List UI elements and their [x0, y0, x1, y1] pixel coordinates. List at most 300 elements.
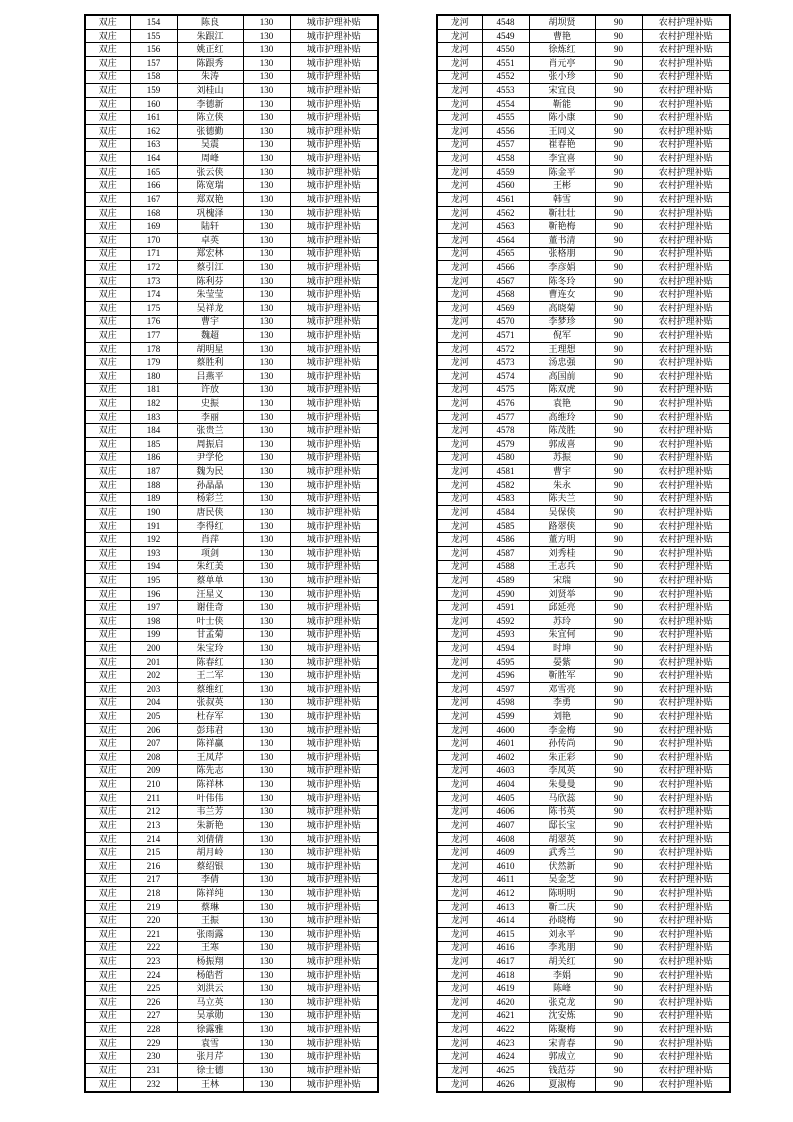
cell-town: 双庄 [85, 805, 130, 819]
cell-serial-number: 208 [130, 751, 177, 765]
table-row [85, 928, 378, 942]
cell-serial-number: 4561 [482, 193, 529, 207]
cell-subsidy-type: 城市护理补贴 [290, 274, 378, 288]
cell-amount: 90 [595, 669, 642, 683]
cell-amount: 90 [595, 1077, 642, 1092]
cell-serial-number: 4614 [482, 914, 529, 928]
cell-amount: 130 [243, 70, 290, 84]
cell-person-name: 王寒 [177, 941, 243, 955]
cell-amount: 90 [595, 220, 642, 234]
cell-town: 双庄 [85, 982, 130, 996]
cell-subsidy-type: 农村护理补贴 [642, 410, 730, 424]
cell-subsidy-type: 农村护理补贴 [642, 601, 730, 615]
table-row [85, 914, 378, 928]
cell-serial-number: 4570 [482, 315, 529, 329]
cell-person-name: 邸长宝 [529, 819, 595, 833]
cell-person-name: 陈春红 [177, 655, 243, 669]
cell-person-name: 郑双艳 [177, 193, 243, 207]
table-row [437, 873, 730, 887]
table-row [437, 587, 730, 601]
cell-amount: 90 [595, 887, 642, 901]
cell-person-name: 曹宇 [177, 315, 243, 329]
cell-serial-number: 4622 [482, 1023, 529, 1037]
table-row [437, 152, 730, 166]
cell-person-name: 张德勤 [177, 125, 243, 139]
cell-town: 龙河 [437, 873, 482, 887]
cell-person-name: 郑宏林 [177, 247, 243, 261]
table-row [85, 152, 378, 166]
table-row [85, 778, 378, 792]
table-row [437, 301, 730, 315]
cell-town: 龙河 [437, 301, 482, 315]
cell-subsidy-type: 城市护理补贴 [290, 43, 378, 57]
cell-person-name: 李金梅 [529, 723, 595, 737]
table-row [85, 97, 378, 111]
cell-person-name: 李得红 [177, 519, 243, 533]
cell-serial-number: 4592 [482, 614, 529, 628]
cell-town: 双庄 [85, 683, 130, 697]
table-row [85, 261, 378, 275]
cell-subsidy-type: 农村护理补贴 [642, 193, 730, 207]
rural-care-subsidy-table [436, 14, 731, 1093]
cell-town: 双庄 [85, 710, 130, 724]
cell-town: 龙河 [437, 57, 482, 71]
table-row [85, 383, 378, 397]
cell-amount: 130 [243, 315, 290, 329]
cell-serial-number: 4617 [482, 955, 529, 969]
cell-serial-number: 181 [130, 383, 177, 397]
cell-person-name: 蔡单单 [177, 574, 243, 588]
table-row [437, 138, 730, 152]
table-row [437, 247, 730, 261]
cell-amount: 90 [595, 1023, 642, 1037]
cell-subsidy-type: 农村护理补贴 [642, 274, 730, 288]
cell-serial-number: 188 [130, 478, 177, 492]
cell-person-name: 高国前 [529, 370, 595, 384]
cell-serial-number: 157 [130, 57, 177, 71]
table-row [85, 220, 378, 234]
cell-serial-number: 198 [130, 614, 177, 628]
cell-town: 双庄 [85, 778, 130, 792]
table-row [437, 683, 730, 697]
cell-serial-number: 4583 [482, 492, 529, 506]
cell-serial-number: 4604 [482, 778, 529, 792]
cell-town: 龙河 [437, 383, 482, 397]
cell-town: 龙河 [437, 928, 482, 942]
cell-amount: 90 [595, 465, 642, 479]
cell-person-name: 刘艳 [529, 710, 595, 724]
cell-amount: 130 [243, 519, 290, 533]
cell-person-name: 倪军 [529, 329, 595, 343]
cell-serial-number: 175 [130, 301, 177, 315]
cell-person-name: 靳壮壮 [529, 206, 595, 220]
cell-town: 龙河 [437, 683, 482, 697]
table-row [85, 1036, 378, 1050]
cell-amount: 130 [243, 805, 290, 819]
cell-person-name: 李梦珍 [529, 315, 595, 329]
cell-subsidy-type: 城市护理补贴 [290, 315, 378, 329]
table-row [437, 315, 730, 329]
cell-serial-number: 4567 [482, 274, 529, 288]
cell-person-name: 王理想 [529, 342, 595, 356]
table-row [85, 574, 378, 588]
table-row [85, 492, 378, 506]
cell-amount: 130 [243, 274, 290, 288]
table-row [85, 859, 378, 873]
cell-town: 双庄 [85, 165, 130, 179]
cell-town: 双庄 [85, 669, 130, 683]
cell-amount: 130 [243, 696, 290, 710]
table-row [85, 438, 378, 452]
cell-subsidy-type: 农村护理补贴 [642, 764, 730, 778]
cell-town: 龙河 [437, 206, 482, 220]
table-row [85, 29, 378, 43]
cell-serial-number: 4595 [482, 655, 529, 669]
table-row [437, 859, 730, 873]
cell-subsidy-type: 城市护理补贴 [290, 533, 378, 547]
cell-town: 龙河 [437, 220, 482, 234]
cell-subsidy-type: 农村护理补贴 [642, 819, 730, 833]
cell-person-name: 苏振 [529, 451, 595, 465]
cell-amount: 130 [243, 451, 290, 465]
cell-amount: 90 [595, 642, 642, 656]
cell-serial-number: 206 [130, 723, 177, 737]
cell-town: 双庄 [85, 968, 130, 982]
table-row [85, 628, 378, 642]
cell-serial-number: 4586 [482, 533, 529, 547]
cell-subsidy-type: 农村护理补贴 [642, 546, 730, 560]
cell-town: 龙河 [437, 1077, 482, 1092]
cell-subsidy-type: 城市护理补贴 [290, 478, 378, 492]
cell-town: 双庄 [85, 696, 130, 710]
cell-subsidy-type: 农村护理补贴 [642, 29, 730, 43]
cell-subsidy-type: 城市护理补贴 [290, 329, 378, 343]
cell-town: 双庄 [85, 1077, 130, 1092]
cell-serial-number: 210 [130, 778, 177, 792]
cell-subsidy-type: 城市护理补贴 [290, 84, 378, 98]
cell-subsidy-type: 农村护理补贴 [642, 138, 730, 152]
table-row [85, 274, 378, 288]
table-row [85, 111, 378, 125]
cell-person-name: 叶伟伟 [177, 791, 243, 805]
table-row [437, 492, 730, 506]
table-row [85, 560, 378, 574]
cell-person-name: 汪星义 [177, 587, 243, 601]
cell-serial-number: 194 [130, 560, 177, 574]
cell-amount: 130 [243, 356, 290, 370]
table-row [85, 165, 378, 179]
cell-serial-number: 4569 [482, 301, 529, 315]
table-row [85, 1009, 378, 1023]
table-row [437, 220, 730, 234]
cell-serial-number: 4582 [482, 478, 529, 492]
table-row [85, 696, 378, 710]
cell-amount: 130 [243, 492, 290, 506]
cell-amount: 90 [595, 193, 642, 207]
cell-amount: 90 [595, 601, 642, 615]
cell-town: 双庄 [85, 601, 130, 615]
cell-amount: 130 [243, 1050, 290, 1064]
cell-person-name: 李丽 [177, 410, 243, 424]
cell-subsidy-type: 农村护理补贴 [642, 887, 730, 901]
cell-serial-number: 221 [130, 928, 177, 942]
cell-amount: 130 [243, 791, 290, 805]
cell-person-name: 王振 [177, 914, 243, 928]
cell-subsidy-type: 农村护理补贴 [642, 628, 730, 642]
cell-town: 龙河 [437, 1036, 482, 1050]
cell-subsidy-type: 城市护理补贴 [290, 1036, 378, 1050]
cell-town: 双庄 [85, 546, 130, 560]
cell-town: 龙河 [437, 751, 482, 765]
table-row [85, 125, 378, 139]
cell-town: 双庄 [85, 397, 130, 411]
cell-person-name: 陈祥纯 [177, 887, 243, 901]
cell-town: 龙河 [437, 288, 482, 302]
cell-amount: 130 [243, 410, 290, 424]
cell-amount: 90 [595, 451, 642, 465]
cell-subsidy-type: 城市护理补贴 [290, 1009, 378, 1023]
cell-amount: 90 [595, 424, 642, 438]
cell-person-name: 巩槐泽 [177, 206, 243, 220]
cell-subsidy-type: 农村护理补贴 [642, 587, 730, 601]
cell-person-name: 张雨露 [177, 928, 243, 942]
cell-town: 龙河 [437, 29, 482, 43]
table-row [437, 29, 730, 43]
cell-town: 龙河 [437, 710, 482, 724]
table-row [437, 941, 730, 955]
cell-serial-number: 4619 [482, 982, 529, 996]
cell-serial-number: 4584 [482, 506, 529, 520]
cell-person-name: 孙晓梅 [529, 914, 595, 928]
table-row [85, 601, 378, 615]
cell-amount: 130 [243, 383, 290, 397]
cell-town: 双庄 [85, 1009, 130, 1023]
cell-amount: 130 [243, 533, 290, 547]
cell-town: 双庄 [85, 914, 130, 928]
cell-serial-number: 161 [130, 111, 177, 125]
cell-amount: 130 [243, 601, 290, 615]
cell-person-name: 吴金芝 [529, 873, 595, 887]
cell-amount: 130 [243, 764, 290, 778]
cell-town: 龙河 [437, 519, 482, 533]
table-row [85, 764, 378, 778]
cell-amount: 130 [243, 669, 290, 683]
cell-person-name: 徐士德 [177, 1064, 243, 1078]
table-row [85, 751, 378, 765]
table-row [437, 887, 730, 901]
table-row [437, 601, 730, 615]
cell-serial-number: 211 [130, 791, 177, 805]
cell-town: 龙河 [437, 111, 482, 125]
cell-serial-number: 193 [130, 546, 177, 560]
cell-person-name: 崔春艳 [529, 138, 595, 152]
cell-subsidy-type: 城市护理补贴 [290, 628, 378, 642]
cell-serial-number: 195 [130, 574, 177, 588]
cell-serial-number: 182 [130, 397, 177, 411]
cell-town: 双庄 [85, 274, 130, 288]
cell-subsidy-type: 城市护理补贴 [290, 723, 378, 737]
cell-person-name: 肖元亭 [529, 57, 595, 71]
cell-subsidy-type: 农村护理补贴 [642, 84, 730, 98]
cell-amount: 90 [595, 438, 642, 452]
cell-serial-number: 4585 [482, 519, 529, 533]
cell-amount: 130 [243, 832, 290, 846]
table-row [437, 451, 730, 465]
cell-person-name: 尹学伦 [177, 451, 243, 465]
cell-town: 双庄 [85, 655, 130, 669]
cell-town: 龙河 [437, 125, 482, 139]
cell-serial-number: 4601 [482, 737, 529, 751]
cell-subsidy-type: 农村护理补贴 [642, 914, 730, 928]
cell-serial-number: 4564 [482, 233, 529, 247]
cell-subsidy-type: 城市护理补贴 [290, 193, 378, 207]
rural-care-subsidy-table-body [437, 15, 730, 1092]
cell-amount: 130 [243, 57, 290, 71]
cell-serial-number: 4560 [482, 179, 529, 193]
cell-person-name: 李娟 [529, 968, 595, 982]
cell-serial-number: 4568 [482, 288, 529, 302]
cell-serial-number: 4596 [482, 669, 529, 683]
cell-subsidy-type: 城市护理补贴 [290, 928, 378, 942]
cell-town: 双庄 [85, 533, 130, 547]
cell-serial-number: 4597 [482, 683, 529, 697]
table-row [437, 506, 730, 520]
table-row [437, 968, 730, 982]
cell-subsidy-type: 城市护理补贴 [290, 383, 378, 397]
table-row [437, 737, 730, 751]
cell-subsidy-type: 农村护理补贴 [642, 832, 730, 846]
cell-town: 龙河 [437, 723, 482, 737]
cell-amount: 90 [595, 301, 642, 315]
table-row [85, 1050, 378, 1064]
cell-subsidy-type: 城市护理补贴 [290, 356, 378, 370]
cell-subsidy-type: 农村护理补贴 [642, 982, 730, 996]
cell-town: 龙河 [437, 764, 482, 778]
table-row [437, 1064, 730, 1078]
table-row [85, 968, 378, 982]
cell-amount: 90 [595, 492, 642, 506]
cell-town: 双庄 [85, 206, 130, 220]
table-row [85, 342, 378, 356]
cell-town: 龙河 [437, 370, 482, 384]
cell-serial-number: 4579 [482, 438, 529, 452]
cell-serial-number: 4616 [482, 941, 529, 955]
cell-serial-number: 173 [130, 274, 177, 288]
cell-serial-number: 4613 [482, 900, 529, 914]
cell-amount: 90 [595, 914, 642, 928]
table-row [85, 424, 378, 438]
cell-serial-number: 191 [130, 519, 177, 533]
cell-subsidy-type: 城市护理补贴 [290, 410, 378, 424]
cell-serial-number: 219 [130, 900, 177, 914]
cell-subsidy-type: 农村护理补贴 [642, 247, 730, 261]
cell-amount: 90 [595, 43, 642, 57]
cell-town: 双庄 [85, 288, 130, 302]
cell-town: 双庄 [85, 356, 130, 370]
cell-amount: 90 [595, 165, 642, 179]
cell-person-name: 靳艳梅 [529, 220, 595, 234]
cell-person-name: 谢佳奇 [177, 601, 243, 615]
cell-town: 龙河 [437, 696, 482, 710]
cell-subsidy-type: 农村护理补贴 [642, 846, 730, 860]
table-row [85, 669, 378, 683]
table-row [437, 1023, 730, 1037]
cell-serial-number: 183 [130, 410, 177, 424]
table-row [437, 478, 730, 492]
cell-serial-number: 168 [130, 206, 177, 220]
cell-amount: 90 [595, 560, 642, 574]
table-row [437, 805, 730, 819]
table-row [85, 465, 378, 479]
cell-town: 龙河 [437, 315, 482, 329]
cell-amount: 130 [243, 465, 290, 479]
cell-person-name: 杨皓哲 [177, 968, 243, 982]
cell-serial-number: 185 [130, 438, 177, 452]
table-row [437, 97, 730, 111]
table-row [85, 84, 378, 98]
cell-amount: 90 [595, 274, 642, 288]
cell-amount: 130 [243, 111, 290, 125]
cell-amount: 90 [595, 832, 642, 846]
cell-town: 双庄 [85, 819, 130, 833]
cell-amount: 90 [595, 315, 642, 329]
cell-subsidy-type: 农村护理补贴 [642, 179, 730, 193]
cell-serial-number: 196 [130, 587, 177, 601]
cell-subsidy-type: 城市护理补贴 [290, 301, 378, 315]
cell-subsidy-type: 城市护理补贴 [290, 968, 378, 982]
cell-subsidy-type: 城市护理补贴 [290, 996, 378, 1010]
cell-amount: 90 [595, 655, 642, 669]
table-row [437, 397, 730, 411]
cell-subsidy-type: 城市护理补贴 [290, 342, 378, 356]
cell-serial-number: 224 [130, 968, 177, 982]
cell-amount: 130 [243, 846, 290, 860]
cell-amount: 90 [595, 179, 642, 193]
cell-subsidy-type: 城市护理补贴 [290, 683, 378, 697]
cell-subsidy-type: 城市护理补贴 [290, 138, 378, 152]
table-row [85, 655, 378, 669]
cell-person-name: 钱范芬 [529, 1064, 595, 1078]
cell-person-name: 宋宜良 [529, 84, 595, 98]
cell-person-name: 沈安炼 [529, 1009, 595, 1023]
cell-serial-number: 4606 [482, 805, 529, 819]
cell-person-name: 高晓菊 [529, 301, 595, 315]
table-row [437, 982, 730, 996]
table-row [85, 683, 378, 697]
cell-town: 双庄 [85, 478, 130, 492]
cell-amount: 130 [243, 887, 290, 901]
cell-town: 龙河 [437, 601, 482, 615]
cell-subsidy-type: 城市护理补贴 [290, 397, 378, 411]
cell-subsidy-type: 城市护理补贴 [290, 955, 378, 969]
cell-town: 龙河 [437, 914, 482, 928]
cell-serial-number: 205 [130, 710, 177, 724]
cell-amount: 130 [243, 1009, 290, 1023]
cell-person-name: 许放 [177, 383, 243, 397]
cell-amount: 90 [595, 125, 642, 139]
cell-person-name: 胡明星 [177, 342, 243, 356]
cell-town: 双庄 [85, 955, 130, 969]
cell-town: 双庄 [85, 438, 130, 452]
cell-town: 双庄 [85, 737, 130, 751]
cell-amount: 130 [243, 261, 290, 275]
cell-serial-number: 214 [130, 832, 177, 846]
cell-subsidy-type: 农村护理补贴 [642, 478, 730, 492]
cell-subsidy-type: 城市护理补贴 [290, 751, 378, 765]
cell-person-name: 陈立侠 [177, 111, 243, 125]
cell-amount: 130 [243, 1023, 290, 1037]
cell-town: 双庄 [85, 465, 130, 479]
